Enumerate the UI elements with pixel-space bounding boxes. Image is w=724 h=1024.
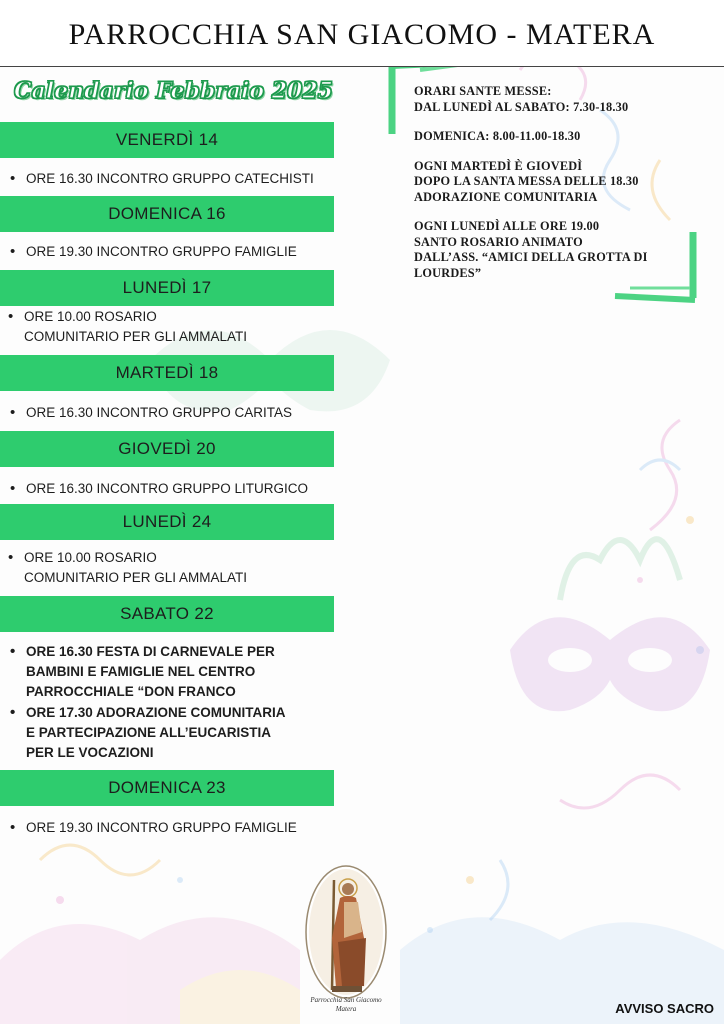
info-paragraph: OGNI LUNEDÌ ALLE ORE 19.00 SANTO ROSARIO ANIMATO DALL’ASS. “AMICI DELLA GROTTA DI LOURDES” bbox=[414, 219, 648, 280]
mass-schedule-info bbox=[414, 84, 704, 295]
day-bar-domenica-23: DOMENICA 23 bbox=[0, 770, 334, 806]
page-header bbox=[0, 0, 724, 67]
event-item: • ORE 16.30 INCONTRO GRUPPO CARITAS bbox=[10, 403, 292, 423]
event-item: • ORE 10.00 ROSARIO COMUNITARIO PER GLI AMMALATI bbox=[8, 548, 247, 588]
event-item: • ORE 16.30 FESTA DI CARNEVALE PER BAMBINI E FAMIGLIE NEL CENTRO PARROCCHIALE “DON FRANCO bbox=[10, 642, 275, 702]
day-bar-domenica-16: DOMENICA 16 bbox=[0, 196, 334, 232]
day-bar-martedi-18: MARTEDÌ 18 bbox=[0, 355, 334, 391]
info-paragraph: ORARI SANTE MESSE: DAL LUNEDÌ AL SABATO: 7.30-18.30 bbox=[414, 84, 629, 114]
event-item: • ORE 10.00 ROSARIO COMUNITARIO PER GLI AMMALATI bbox=[8, 307, 247, 347]
event-item: • ORE 16.30 INCONTRO GRUPPO LITURGICO bbox=[10, 479, 308, 499]
saint-caption: Parrocchia San Giacomo Matera bbox=[310, 996, 382, 1013]
page-title: PARROCCHIA SAN GIACOMO - MATERA bbox=[68, 18, 656, 51]
info-paragraph: OGNI MARTEDÌ È GIOVEDÌ DOPO LA SANTA MESSA DELLE 18.30 ADORAZIONE COMUNITARIA bbox=[414, 158, 639, 204]
day-bar-lunedi-24: LUNEDÌ 24 bbox=[0, 504, 334, 540]
calendar-title: Calendario Febbraio 2025 bbox=[14, 78, 333, 104]
day-bar-lunedi-17: LUNEDÌ 17 bbox=[0, 270, 334, 306]
event-item: • ORE 16.30 INCONTRO GRUPPO CATECHISTI bbox=[10, 169, 314, 189]
event-item: • ORE 17.30 ADORAZIONE COMUNITARIA E PARTECIPAZIONE ALL’EUCARISTIA PER LE VOCAZIONI bbox=[10, 703, 286, 763]
day-bar-venerdi-14: VENERDÌ 14 bbox=[0, 122, 334, 158]
day-bar-sabato-22: SABATO 22 bbox=[0, 596, 334, 632]
event-item: • ORE 19.30 INCONTRO GRUPPO FAMIGLIE bbox=[10, 242, 297, 262]
info-paragraph: DOMENICA: 8.00-11.00-18.30 bbox=[414, 129, 581, 143]
day-bar-giovedi-20: GIOVEDÌ 20 bbox=[0, 431, 334, 467]
event-item: • ORE 19.30 INCONTRO GRUPPO FAMIGLIE bbox=[10, 818, 297, 838]
footer-label: AVVISO SACRO bbox=[615, 1001, 714, 1016]
